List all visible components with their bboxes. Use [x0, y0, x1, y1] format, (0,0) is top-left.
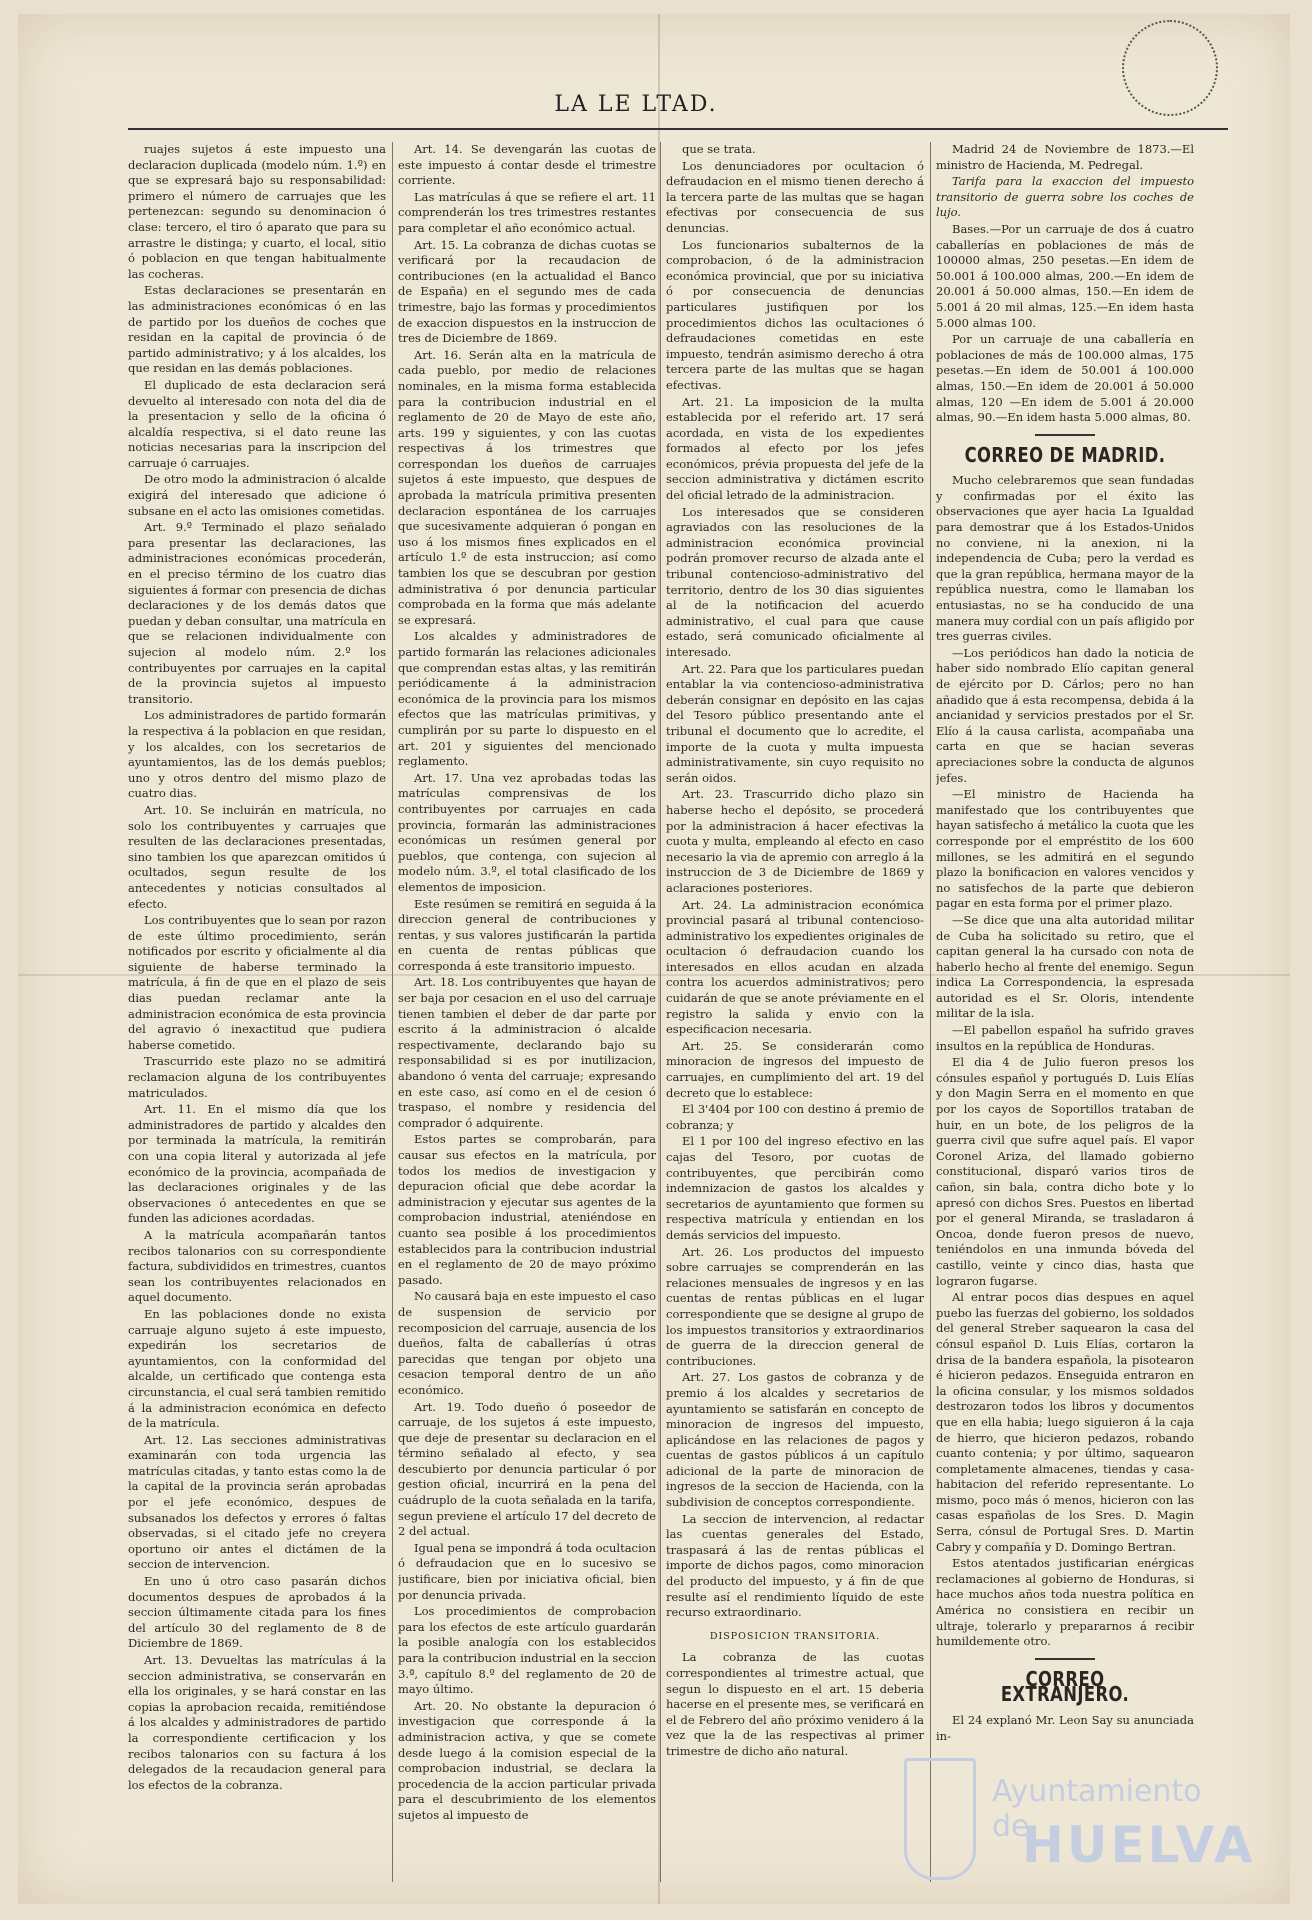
- watermark-line-1: Ayuntamiento de: [992, 1774, 1202, 1844]
- paragraph: Los contribuyentes que lo sean por razon de este último procedimiento, serán notificados por escrito y oficialmente al dia siguiente de haberse terminado la matrícula, á fin de que en el plazo de seis dias puedan reclamar ante la administracion económica de esta provincia del agravio ó inexactitud que pudiera haberse cometido.: [128, 913, 386, 1052]
- column-rule: [930, 142, 931, 1882]
- paragraph: Art. 19. Todo dueño ó poseedor de carruaje, de los sujetos á este impuesto, que deje de presentar su declaracion en el término señalado al efecto, y sea descubierto por denuncia particular ó por gestion oficial, incurrirá en la pena del cuádruplo de la cuota señalada en la tarifa, segun previene el artículo 17 del decreto de 2 del actual.: [398, 1399, 656, 1539]
- paragraph: Por un carruaje de una caballería en poblaciones de más de 100.000 almas, 175 pesetas.—En idem de 50.001 á 100.000 almas, 150.—En idem de 20.001 á 50.000 almas, 120 —En idem de 5.001 á 20.000 almas, 90.—En idem hasta 5.000 almas, 80.: [936, 332, 1194, 425]
- paragraph: Los alcaldes y administradores de partido formarán las relaciones adicionales que comprendan estas altas, y las remitirán periódicamente á la administracion económica de la provincia para los mismos efectos que las matrículas primitivas, y cumplirán por su parte lo dispuesto en el art. 201 y siguientes del mencionado reglamento.: [398, 629, 656, 769]
- paragraph: que se trata.: [682, 142, 756, 156]
- paragraph: Al entrar pocos dias despues en aquel puebo las fuerzas del gobierno, los soldados del general Streber saquearon la casa del cónsul español D. Luis Elías, cortaron la drisa de la bandera española, la pisotearon é hicieron pedazos. Enseguida entraron en la oficina consular, y los mismos soldados destrozaron todos los libros y documentos que en ella habia; luego siguieron á la caja de hierro, que hicieron pedazos, robando cuanto contenia; y por último, saquearon completamente almacenes, tiendas y casa-habitacion del referido representante. Lo mismo, poco más ó menos, hicieron con las casas españolas de los Sres. D. Magin Serra, cónsul de Portugal Sres. D. Martin Cabry y compañía y D. Domingo Bertran.: [936, 1290, 1194, 1554]
- paragraph: Estas declaraciones se presentarán en las administraciones económicas ó en las de partido por los dueños de coches que residan en la capital de provincia ó de partido administrativo; y á los alcaldes, los que residan en las demás poblaciones.: [128, 283, 386, 376]
- paragraph: Art. 16. Serán alta en la matrícula de cada pueblo, por medio de relaciones nominales, en la misma forma establecida para la contribucion industrial en el reglamento de 20 de Mayo de este año, arts. 199 y siguientes, y con las cuotas respectivas á los trimestres que correspondan los dueños de carruajes sujetos á este impuesto, que despues de aprobada la matrícula primitiva presenten declaracion espontánea de los carruajes que sucesivamente adquieran ó pongan en uso á los mismos fines explicados en el artículo 1.º de esta instruccion; así como tambien los que se descubran por gestion administrativa ó por denuncia particular comprobada en la forma que más adelante se expresará.: [398, 347, 656, 627]
- column-3: [666, 142, 924, 1882]
- paragraph: Estos partes se comprobarán, para causar sus efectos en la matrícula, por todos los medios de investigacion y depuracion oficial que debe acordar la administracion y ejecutar sus agentes de la comprobacion industrial, ateniéndose en cuanto sea posible á los procedimientos establecidos para la contribucion industrial en el reglamento de 20 de mayo próximo pasado.: [398, 1132, 656, 1287]
- paragraph: No causará baja en este impuesto el caso de suspension de servicio por recomposicion del carruaje, ausencia de los dueños, falta de caballerías ú otras parecidas que tengan por objeto una cesacion temporal dentro de un año económico.: [398, 1289, 656, 1397]
- paragraph: El 24 explanó Mr. Leon Say su anunciada in-: [936, 1713, 1194, 1743]
- section-divider: [1035, 1658, 1095, 1660]
- paragraph: La seccion de intervencion, al redactar las cuentas generales del Estado, traspasará á las de rentas públicas el importe de dichos pagos, como minoracion del producto del impuesto, y á fin de que resulte así el rendimiento líquido de este recurso extraordinario.: [666, 1511, 924, 1620]
- paragraph: Art. 22. Para que los particulares puedan entablar la via contencioso-administrativa deberán consignar en depósito en las cajas del Tesoro público presentando ante el tribunal el documento que lo acredite, el importe de la cuota y multa impuesta administrativamente, sin cuyo requisito no serán oidos.: [666, 661, 924, 785]
- paragraph: Art. 27. Los gastos de cobranza y de premio á los alcaldes y secretarios de ayuntamiento se satisfarán en concepto de minoracion de ingresos del impuesto, aplicándose en las relaciones de pagos y cuentas de gastos públicos á un capítulo adicional de la parte de minoracion de ingresos de la seccion de Hacienda, con la subdivision de conceptos correspondiente.: [666, 1370, 924, 1510]
- column-1: [128, 142, 386, 1882]
- paragraph: Art. 25. Se considerarán como minoracion de ingresos del impuesto de carruajes, en cumplimiento del art. 19 del decreto que lo establece:: [666, 1038, 924, 1100]
- paragraph: El duplicado de esta declaracion será devuelto al interesado con nota del dia de la presentacion y sello de la oficina ó alcaldía respectiva, si el dato reune las noticias necesarias para la inscripcion del carruaje ó carruajes.: [128, 377, 386, 470]
- paragraph: Igual pena se impondrá á toda ocultacion ó defraudacion que en lo sucesivo se justificare, bien por iniciativa oficial, bien por denuncia privada.: [398, 1540, 656, 1602]
- masthead-rule: [128, 128, 1228, 130]
- column-4: [936, 142, 1194, 1882]
- paragraph: En uno ú otro caso pasarán dichos documentos despues de aprobados á la seccion últimamente citada para los fines del artículo 30 del reglamento de 8 de Diciembre de 1869.: [128, 1574, 386, 1651]
- paragraph: Art. 11. En el mismo día que los administradores de partido y alcaldes den por terminada la matrícula, la remitirán con una copia literal y autorizada al jefe económico de la provincia, acompañada de las declaraciones originales y de las observaciones ó antecedentes en que se funden las adiciones acordadas.: [128, 1102, 386, 1226]
- paragraph: La cobranza de las cuotas correspondientes al trimestre actual, que segun lo dispuesto en el art. 15 deberia hacerse en el presente mes, se verificará en el de Febrero del año próximo venidero á la vez que la de las respectivas al primer trimestre de dicho año natural.: [666, 1650, 924, 1758]
- paragraph: Art. 20. No obstante la depuracion ó investigacion que corresponde á la administracion activa, y que se comete desde luego á la comision especial de la comprobacion industrial, se declara la procedencia de la accion particular privada para el descubrimiento de los elementos sujetos al impuesto de: [398, 1698, 656, 1822]
- paragraph: Mucho celebraremos que sean fundadas y confirmadas por el éxito las observaciones que ayer hacia La Igualdad para demostrar que á los Estados-Unidos no conviene, ni la anexion, ni la independencia de Cuba; pero la verdad es que la gran república, hermana mayor de la república nuestra, como le llamaban los entusiastas, no se ha conducido de una manera muy cordial con un país afligido por tres guerras civiles.: [936, 473, 1194, 644]
- column-2: [398, 142, 656, 1882]
- section-divider: [1035, 434, 1095, 436]
- paragraph: Los interesados que se consideren agraviados con las resoluciones de la administracion económica provincial podrán promover recurso de alzada ante el tribunal contencioso-administrativo del territorio, dentro de los 30 dias siguientes al de la notificacion del acuerdo administrativo, el cual para que cause estado, será comunicado oficialmente al interesado.: [666, 504, 924, 659]
- column-rule: [660, 142, 661, 1882]
- paragraph: —El pabellon español ha sufrido graves insultos en la república de Honduras.: [936, 1023, 1194, 1053]
- section-correo-madrid: CORREO DE MADRID.: [964, 442, 1166, 467]
- paragraph: —Se dice que una alta autoridad militar de Cuba ha solicitado su retiro, que el capitan general la ha cursado con nota de haberlo hecho al frente del enemigo. Segun indica La Correspondencia, la espresada autoridad es el Sr. Oloris, intendente militar de la isla.: [936, 912, 1194, 1021]
- paragraph: Art. 21. La imposicion de la multa establecida por el referido art. 17 será acordada, en vista de los expedientes formados al efecto por los jefes económicos, prévia propuesta del jefe de la seccion administrativa y dictámen escrito del oficial letrado de la administracion.: [666, 394, 924, 503]
- paragraph: Este resúmen se remitirá en seguida á la direccion general de contribuciones y rentas, y sus valores justificarán la partida en cuenta de rentas públicas que corresponda á este transitorio impuesto.: [398, 896, 656, 973]
- paragraph: Art. 23. Trascurrido dicho plazo sin haberse hecho el depósito, se procederá por la administracion á hacer efectivas la cuota y multa, empleando al efecto en caso necesario la via de apremio con arreglo á la instruccion de 3 de Diciembre de 1869 y aclaraciones posteriores.: [666, 787, 924, 895]
- paragraph: Bases.—Por un carruaje de dos á cuatro caballerías en poblaciones de más de 100000 almas, 250 pesetas.—En idem de 50.001 á 100.000 almas, 200.—En idem de 20.001 á 50.000 almas, 150.—En idem de 5.001 á 20 mil almas, 125.—En idem hasta 5.000 almas 100.: [936, 221, 1194, 330]
- paragraph: Estos atentados justificarian enérgicas reclamaciones al gobierno de Honduras, si hace muchos años toda nuestra política en América no consistiera en recibir un ultraje, tolerarlo y prepararnos á recibir humildemente otro.: [936, 1556, 1194, 1649]
- paragraph: Los administradores de partido formarán la respectiva á la poblacion en que residan, y los alcaldes, con los secretarios de ayuntamientos, las de los demás pueblos; uno y otros dentro del mismo plazo de cuatro dias.: [128, 708, 386, 801]
- paragraph: En las poblaciones donde no exista carruaje alguno sujeto á este impuesto, expedirán los secretarios de ayuntamientos, con la conformidad del alcalde, un certificado que contenga esta circunstancia, el cual será tambien remitido á la administracion económica en defecto de la matrícula.: [128, 1306, 386, 1431]
- tarifa-title: Tarifa para la exaccion del impuesto transitorio de guerra sobre los coches de lujo.: [936, 174, 1194, 220]
- paragraph: Art. 15. La cobranza de dichas cuotas se verificará por la recaudacion de contribuciones (en la actualidad el Banco de España) en el segundo mes de cada trimestre, bajo las formas y procedimientos de exaccion dispuestos en la instruccion de tres de Diciembre de 1869.: [398, 237, 656, 346]
- section-correo-extranjero: CORREO EXTRANJERO.: [1000, 1666, 1130, 1707]
- masthead: LA LE LTAD.: [554, 92, 718, 117]
- paragraph: Art. 13. Devueltas las matrículas á la seccion administrativa, se conservarán en ella los originales, y se hará constar en las copias la aprobacion recaida, remitiéndose á los alcaldes y administradores de partido la correspondiente certificacion y los recibos talonarios con su factura á los delegados de la recaudacion general para los efectos de la cobranza.: [128, 1653, 386, 1792]
- paragraph: Madrid 24 de Noviembre de 1873.—El ministro de Hacienda, M. Pedregal.: [936, 142, 1194, 172]
- paragraph: Art. 9.º Terminado el plazo señalado para presentar las declaraciones, las administraciones económicas procederán, en el preciso término de los cuatro dias siguientes á formar con presencia de dichas declaraciones y de los demás datos que puedan y deban consultar, una matrícula en que se relacionen individualmente con sujecion al modelo núm. 2.º los contribuyentes por carruajes en la capital de la provincia sujetos al impuesto transitorio.: [128, 520, 386, 706]
- paragraph: El 3'404 por 100 con destino á premio de cobranza; y: [666, 1102, 924, 1132]
- paragraph: El dia 4 de Julio fueron presos los cónsules español y portugués D. Luis Elías y don Magin Serra en el momento en que por los cayos de Soportillos trataban de huir, en un bote, de los peligros de la guerra civil que sufre aquel país. El vapor Coronel Ariza, del llamado gobierno constitucional, disparó varios tiros de cañon, sin bala, contra dicho bote y lo apresó con dichos Sres. Puestos en libertad por el general Miranda, se trasladaron á Oncoa, donde fueron presos de nuevo, teniéndolos en una inmunda bóveda del castillo, veinte y cinco dias, hasta que lograron fugarse.: [936, 1055, 1194, 1288]
- paragraph: De otro modo la administracion ó alcalde exigirá del interesado que adicione ó subsane en el acto las omisiones cometidas.: [128, 472, 386, 518]
- transitory-heading: DISPOSICION TRANSITORIA.: [709, 1630, 881, 1642]
- paragraph: Art. 14. Se devengarán las cuotas de este impuesto á contar desde el trimestre corriente.: [398, 142, 656, 188]
- paragraph: Las matrículas á que se refiere el art. 11 comprenderán los tres trimestres restantes para completar el año económico actual.: [398, 189, 656, 235]
- paragraph: El 1 por 100 del ingreso efectivo en las cajas del Tesoro, por cuotas de contribuyentes, que percibirán como indemnizacion de gastos los alcaldes y secretarios de ayuntamiento que formen su respectiva matrícula y entiendan en los demás servicios del impuesto.: [666, 1134, 924, 1242]
- paragraph: Trascurrido este plazo no se admitirá reclamacion alguna de los contribuyentes matriculados.: [128, 1054, 386, 1100]
- paragraph: Los funcionarios subalternos de la comprobacion, ó de la administracion económica provincial, que por su iniciativa ó por consecuencia de denuncias particulares justifiquen por los procedimientos dichos las ocultaciones ó defraudaciones cometidas en este impuesto, tendrán asimismo derecho á otra tercera parte de las multas que se hagan efectivas.: [666, 237, 924, 392]
- paragraph: Art. 10. Se incluirán en matrícula, no solo los contribuyentes y carruajes que resulten de las declaraciones presentadas, sino tambien los que aparezcan omitidos ú ocultados, segun resulte de los antecedentes y noticias consultados al efecto.: [128, 802, 386, 911]
- paragraph: Art. 12. Las secciones administrativas examinarán con toda urgencia las matrículas citadas, y tanto estas como la de la capital de la provincia serán aprobadas por el jefe económico, despues de subsanados los defectos y errores ó faltas observadas, si el citado jefe no creyera oportuno oir antes el dictámen de la seccion de intervencion.: [128, 1432, 386, 1572]
- paragraph: Los denunciadores por ocultacion ó defraudacion en el mismo tienen derecho á la tercera parte de las multas que se hagan efectivas por consecuencia de sus denuncias.: [666, 158, 924, 235]
- column-rule: [392, 142, 393, 1882]
- paragraph: Art. 24. La administracion económica provincial pasará al tribunal contencioso-administrativo los expedientes originales de ocultacion ó defraudacion cuando los interesados en ellos acudan en alzada contra los acuerdos administrativos; pero cuidarán de que se anote préviamente en el registro la salida y envio con la especificacion necesaria.: [666, 897, 924, 1037]
- watermark-line-2: HUELVA: [1022, 1816, 1256, 1874]
- paragraph: A la matrícula acompañarán tantos recibos talonarios con su correspondiente factura, subdivididos en trimestres, cuantos sean los contribuyentes relacionados en aquel documento.: [128, 1227, 386, 1305]
- paragraph: Art. 26. Los productos del impuesto sobre carruajes se comprenderán en las relaciones mensuales de ingresos y en las cuentas de rentas públicas en el lugar correspondiente que se designe al grupo de los impuestos transitorios y extraordinarios de guerra de la direccion general de contribuciones.: [666, 1244, 924, 1368]
- paragraph: Los procedimientos de comprobacion para los efectos de este artículo guardarán la posible analogía con los establecidos para la contribucion industrial en la seccion 3.ª, capítulo 8.º del reglamento de 20 de mayo último.: [398, 1604, 656, 1697]
- archive-watermark: [904, 1758, 1256, 1878]
- paragraph: —El ministro de Hacienda ha manifestado que los contribuyentes que hayan satisfecho á metálico la cuota que les corresponde por el empréstito de los 600 millones, se les admitirá en el segundo plazo la bonificacion en valores vencidos y no satisfechos de la parte que debieron pagar en esta forma por el primer plazo.: [936, 787, 1194, 911]
- paragraph: ruajes sujetos á este impuesto una declaracion duplicada (modelo núm. 1.º) en que se expresará bajo su responsabilidad: primero el número de carruajes que les pertenezcan: segundo su denominacion ó clase: tercero, el tiro ó aparato que para su arrastre le distinga; y cuarto, el local, sitio ó poblacion en que tengan habitualmente las cocheras.: [128, 142, 386, 281]
- shield-logo-icon: [904, 1758, 976, 1880]
- paragraph: Art. 17. Una vez aprobadas todas las matrículas comprensivas de los contribuyentes por carruajes en cada provincia, formarán las administraciones económicas un resúmen general por pueblos, que contenga, con sujecion al modelo núm. 3.º, el total clasificado de los elementos de imposicion.: [398, 770, 656, 894]
- paragraph: Art. 18. Los contribuyentes que hayan de ser baja por cesacion en el uso del carruaje tienen tambien el deber de dar parte por escrito á la administracion ó alcalde respectivamente, declarando bajo su responsabilidad si es por inutilizacion, abandono ó venta del carruaje; expresando en este caso, así como en el de cesion ó traspaso, el nombre y residencia del comprador ó adquirente.: [398, 975, 656, 1130]
- paragraph: —Los periódicos han dado la noticia de haber sido nombrado Elío capitan general de ejército por D. Cárlos; pero no han añadido que á esta recompensa, debida á la ancianidad y servicios prestados por el Sr. Elío á la causa carlista, acompañaba una carta en que se hacian severas apreciaciones sobre la conducta de algunos jefes.: [936, 645, 1194, 785]
